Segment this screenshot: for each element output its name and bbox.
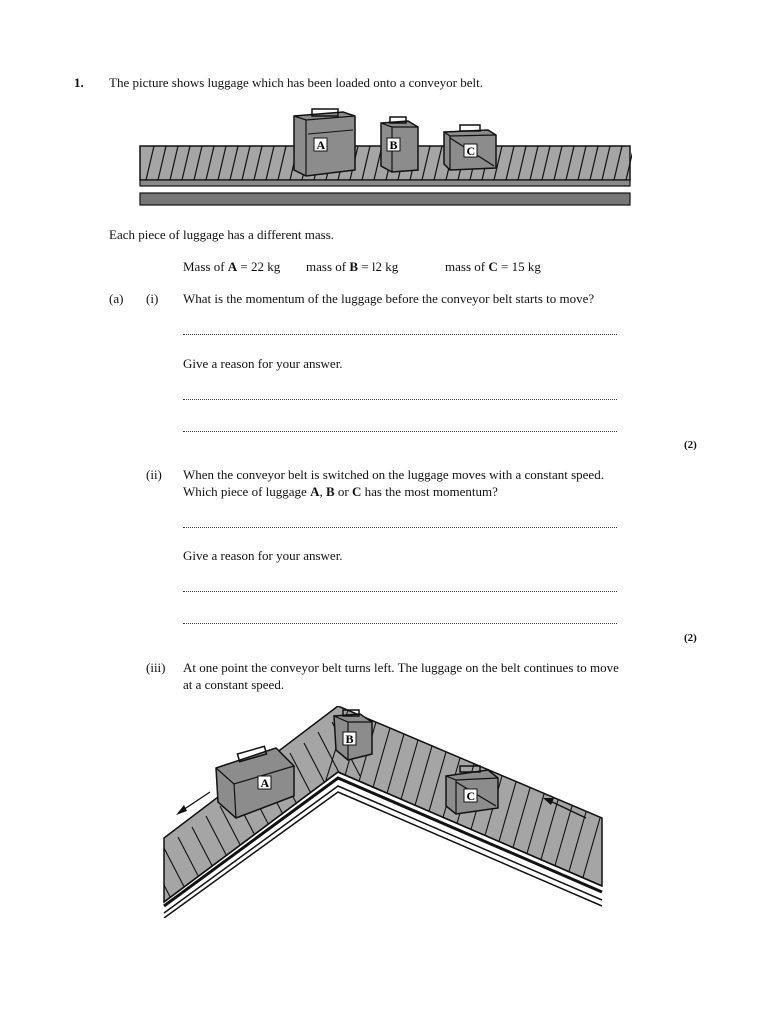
- question-number: 1.: [74, 75, 84, 90]
- turning-belt-figure: [148, 706, 612, 918]
- suitcase-b-icon: [381, 117, 418, 172]
- mass-c: mass of C = 15 kg: [445, 259, 541, 274]
- label-a: A: [316, 138, 326, 152]
- answer-line-ii-2[interactable]: [183, 591, 617, 592]
- answer-line-i-3[interactable]: [183, 431, 617, 432]
- part-i-question: What is the momentum of the luggage before the conveyor belt starts to move?: [183, 291, 595, 306]
- mass-a: Mass of A = 22 kg: [183, 259, 281, 274]
- answer-line-ii-3[interactable]: [183, 623, 617, 624]
- part-a-label: (a): [109, 291, 124, 306]
- marks-ii: (2): [684, 632, 697, 644]
- answer-line-i-1[interactable]: [183, 334, 617, 335]
- label-b: B: [389, 138, 398, 152]
- turning-label-a: A: [260, 776, 270, 790]
- part-i-reason-prompt: Give a reason for your answer.: [183, 356, 343, 371]
- each-piece-text: Each piece of luggage has a different mass.: [109, 227, 334, 242]
- conveyor-belt-figure: [138, 108, 634, 210]
- question-intro: The picture shows luggage which has been loaded onto a conveyor belt.: [109, 75, 483, 90]
- part-iii-label: (iii): [146, 660, 166, 675]
- suitcase-a-icon: [294, 109, 355, 176]
- label-c: C: [466, 144, 476, 158]
- part-ii-reason-prompt: Give a reason for your answer.: [183, 548, 343, 563]
- part-ii-line2: Which piece of luggage A, B or C has the most momentum?: [183, 484, 498, 499]
- marks-i: (2): [684, 439, 697, 451]
- belt-frame: [140, 180, 630, 205]
- part-iii-line2: at a constant speed.: [183, 677, 285, 692]
- turning-label-c: C: [466, 789, 476, 803]
- suitcase-c-icon: [444, 125, 496, 170]
- turning-suitcase-b-icon: [334, 710, 372, 760]
- turning-label-b: B: [345, 732, 354, 746]
- part-iii-line1: At one point the conveyor belt turns left. The luggage on the belt continues to move: [183, 660, 619, 675]
- part-ii-label: (ii): [146, 467, 162, 482]
- part-ii-line1: When the conveyor belt is switched on the luggage moves with a constant speed.: [183, 467, 604, 482]
- answer-line-i-2[interactable]: [183, 399, 617, 400]
- answer-line-ii-1[interactable]: [183, 527, 617, 528]
- part-i-label: (i): [146, 291, 159, 306]
- mass-b: mass of B = l2 kg: [306, 259, 399, 274]
